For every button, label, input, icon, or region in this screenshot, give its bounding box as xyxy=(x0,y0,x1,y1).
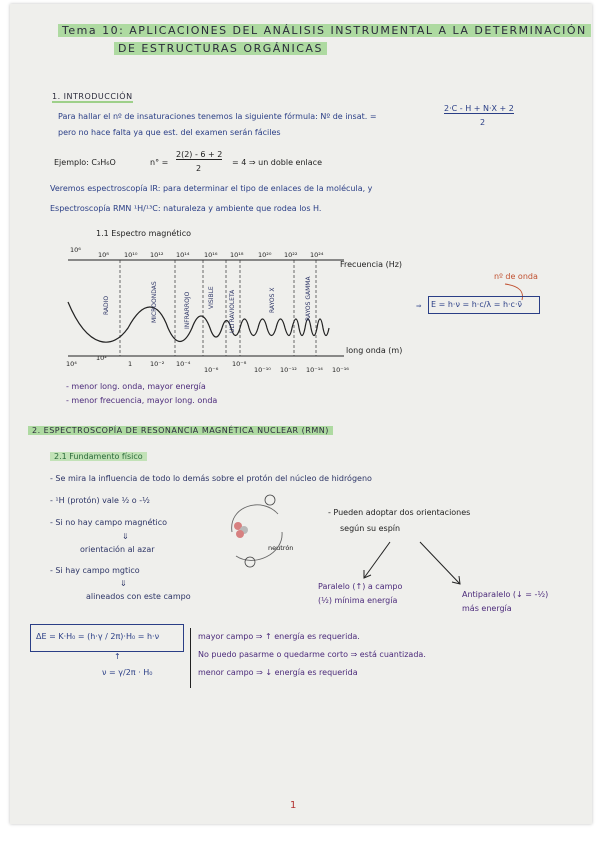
example-label: Ejemplo: C₃H₆O xyxy=(54,158,116,167)
nucleus-diagram xyxy=(214,492,294,572)
wave-tick: 10⁻¹⁴ xyxy=(306,366,323,374)
wave-tick: 1 xyxy=(128,360,133,368)
subsection-spectrum: 1.1 Espectro magnético xyxy=(96,229,191,238)
subsection-fundamento: 2.1 Fundamento físico xyxy=(50,452,147,461)
freq-tick: 10¹⁸ xyxy=(230,251,244,259)
proton-icon xyxy=(236,530,244,538)
nu-formula: ν = γ/2π · H₀ xyxy=(102,668,153,677)
arrow-down-icon: ⇓ xyxy=(120,579,127,588)
antiparallel-line-2: más energía xyxy=(462,604,512,613)
example-eq-start: n° = xyxy=(150,158,169,167)
wave-axis-label: long onda (m) xyxy=(346,346,403,355)
rule-3: menor campo ⇒ ↓ energía es requerida xyxy=(198,668,358,677)
region-label-xray: RAYOS X xyxy=(269,287,276,313)
wave-tick: 10⁻² xyxy=(150,360,165,368)
rule-1: mayor campo ⇒ ↑ energía es requerida. xyxy=(198,632,360,641)
region-label-ultraviolet: ULTRAVIOLETA xyxy=(229,289,236,333)
fund-line-3: - Si no hay campo magnético xyxy=(50,518,168,527)
fund-line-1: - Se mira la influencia de todo lo demás sobre el protón del núcleo de hidrógeno xyxy=(50,474,372,483)
page-number: 1 xyxy=(290,800,297,811)
fund-line-4: - Si hay campo mgtico xyxy=(50,566,140,575)
title-line-1: Tema 10: APLICACIONES DEL ANÁLISIS INSTRUMENTAL A LA DETERMINACIÓN xyxy=(58,24,591,37)
section-2-heading: 2. ESPECTROSCOPÍA DE RESONANCIA MAGNÉTICA NUCLEAR (RMN) xyxy=(28,426,333,435)
freq-tick: 10¹² xyxy=(150,251,164,259)
arrow-parallel xyxy=(364,542,390,578)
arrow-up-icon: ↑ xyxy=(114,652,121,661)
delta-e-formula: ΔE = K·H₀ = (h·γ / 2π)·H₀ = h·ν xyxy=(36,632,160,641)
freq-axis-label: Frecuencia (Hz) xyxy=(340,260,403,269)
energy-formula: E = h·ν = h·c/λ = h·c·ν̄ xyxy=(431,300,522,309)
region-label-infrared: INFRARROJO xyxy=(184,291,191,329)
wave-tick: 10⁻¹⁰ xyxy=(254,366,271,374)
region-label-gamma: RAYOS GAMMA xyxy=(305,276,312,321)
intro-line-1: Para hallar el nº de insaturaciones tenemos la siguiente fórmula: Nº de insat. = xyxy=(58,112,377,121)
intro-line-2: pero no hace falta ya que est. del examen serán fáciles xyxy=(58,128,281,137)
example-eq-denominator: 2 xyxy=(196,164,202,173)
antiparallel-line-1: Antiparalelo (↓ = -½) xyxy=(462,590,549,599)
region-label-microwave: MICROONDAS xyxy=(151,281,158,323)
section-1-heading: 1. INTRODUCCIÓN xyxy=(52,92,133,101)
wave-tick: 10⁻⁸ xyxy=(232,360,247,368)
wave-tick: 10⁻¹⁶ xyxy=(332,366,349,374)
freq-tick: 10²² xyxy=(284,251,298,259)
wave-tick: 10² xyxy=(96,354,107,362)
freq-tick: 10⁶ xyxy=(70,246,81,254)
arrow-down-icon: ⇓ xyxy=(122,532,129,541)
note-1: - menor long. onda, mayor energía xyxy=(66,382,206,391)
electron-icon xyxy=(265,495,275,505)
freq-tick: 10⁸ xyxy=(98,251,109,259)
fund-line-3b: orientación al azar xyxy=(80,545,155,554)
spectro-line-1: Veremos espectroscopía IR: para determinar el tipo de enlaces de la molécula, y xyxy=(50,184,373,193)
wave-tick: 10⁻⁶ xyxy=(204,366,219,374)
region-label-radio: RADIO xyxy=(103,295,110,315)
example-eq-numerator: 2(2) - 6 + 2 xyxy=(176,150,223,159)
freq-tick: 10²⁰ xyxy=(258,251,272,259)
wave-tick: 10⁻⁴ xyxy=(176,360,191,368)
implies-arrow: ⇒ xyxy=(416,302,422,310)
note-2: - menor frecuencia, mayor long. onda xyxy=(66,396,218,405)
freq-tick: 10¹⁴ xyxy=(176,251,190,259)
freq-tick: 10¹⁰ xyxy=(124,251,138,259)
intro-formula-denominator: 2 xyxy=(480,118,486,127)
example-eq-end: = 4 ⇒ un doble enlace xyxy=(232,158,322,167)
region-label-visible: VISIBLE xyxy=(208,286,215,309)
brace-line xyxy=(190,628,191,688)
title-line-2: DE ESTRUCTURAS ORGÁNICAS xyxy=(114,42,327,55)
rule-2: No puedo pasarme o quedarme corto ⇒ está cuantizada. xyxy=(198,650,426,659)
arrow-antiparallel xyxy=(420,542,460,584)
wave-tick: 10⁻¹² xyxy=(280,366,297,374)
freq-tick: 10¹⁶ xyxy=(204,251,218,259)
spin-text-1: - Pueden adoptar dos orientaciones xyxy=(328,508,471,517)
notebook-page xyxy=(10,4,592,824)
fund-line-2: - ¹H (protón) vale ½ o -½ xyxy=(50,496,150,505)
parallel-line-2: (½) mínima energía xyxy=(318,596,398,605)
neutron-label: neutrón xyxy=(268,544,294,552)
spectro-line-2: Espectroscopía RMN ¹H/¹³C: naturaleza y ambiente que rodea los H. xyxy=(50,204,322,213)
intro-formula-numerator: 2·C - H + N·X + 2 xyxy=(444,104,514,113)
wave-tick: 10⁴ xyxy=(66,360,77,368)
wave-number-label: nº de onda xyxy=(494,272,538,281)
parallel-line-1: Paralelo (↑) a campo xyxy=(318,582,403,591)
freq-tick: 10²⁴ xyxy=(310,251,324,259)
fund-line-4b: alineados con este campo xyxy=(86,592,191,601)
electron-icon xyxy=(245,557,255,567)
spin-text-2: según su espín xyxy=(340,524,401,533)
